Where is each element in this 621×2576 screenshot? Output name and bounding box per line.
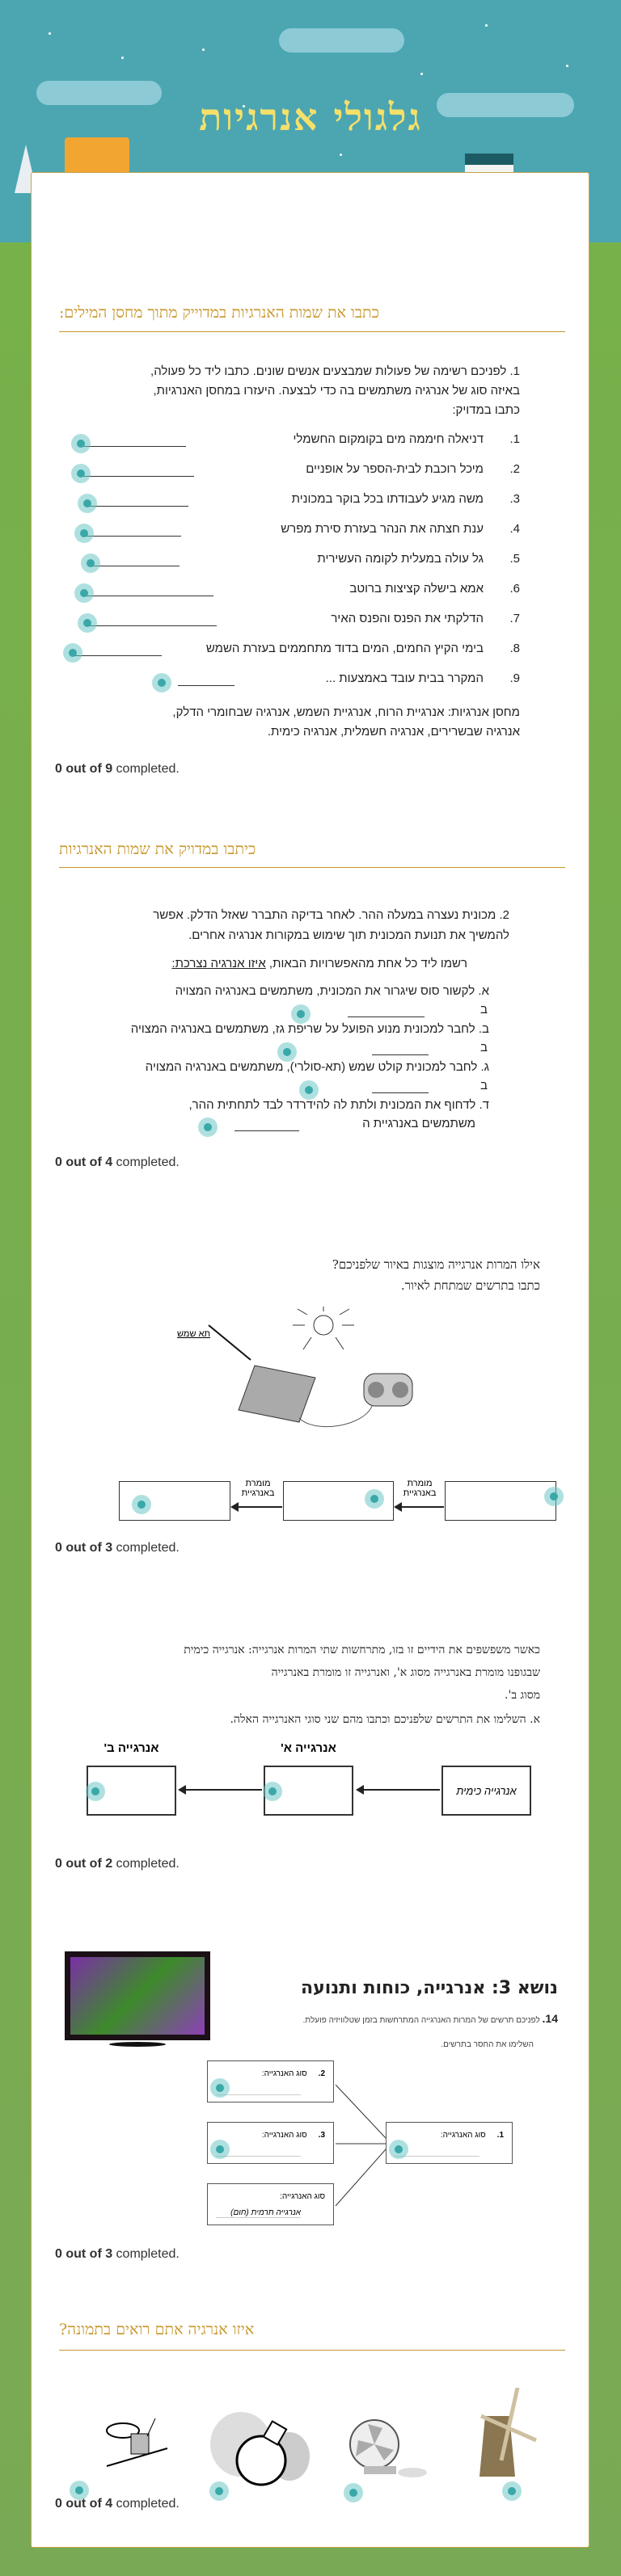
windmill-icon	[465, 2388, 538, 2481]
box-label: סוג האנרגייה:	[440, 2131, 486, 2140]
item-text: משה מגיע לעבודתו בכל בוקר במכונית	[291, 492, 484, 506]
answer-blank	[81, 446, 186, 447]
progress-suffix: completed.	[112, 1155, 180, 1169]
answer-blank	[87, 506, 188, 507]
answer-hotspot[interactable]	[132, 1495, 151, 1514]
text-line: מחסן אנרגיות: אנרגיית הרוח, אנרגיית השמש, אנרגיה שבחומרי הדלק,	[172, 705, 520, 719]
answer-hotspot[interactable]	[209, 2481, 229, 2501]
text-line: להמשיך את תנועת המכונית תוך שימוש במקורות אנרגיה אחרים.	[188, 928, 509, 942]
list-item	[326, 671, 520, 685]
label-energy-a: אנרגייה א'	[281, 1741, 336, 1755]
item-number: 6.	[509, 582, 520, 596]
answer-line	[395, 2156, 479, 2157]
item-tail: משתמשים באנרגיית ה	[362, 1117, 475, 1130]
arrow-label: מומרת באנרגיית	[241, 1479, 275, 1498]
progress-count: 0 out of 4	[55, 1155, 113, 1169]
divider	[59, 2350, 565, 2351]
answer-blank	[81, 476, 194, 477]
progress-text	[55, 2247, 180, 2262]
sun-icon	[293, 1307, 354, 1349]
answer-hotspot[interactable]	[210, 2078, 230, 2098]
text-line: 1. לפניכם רשימה של פעולות שמבצעים אנשים שונים. כתבו ליד כל פעולה,	[150, 364, 520, 378]
list-item	[206, 642, 520, 655]
instruction: השלימו את החסר בתרשים.	[441, 2040, 534, 2049]
arrow-icon	[209, 1325, 251, 1360]
list-item: א. לקשור סוס שיגרור את המכונית, משתמשים באנרגיה המצויה	[175, 984, 489, 998]
item-tail: ב	[480, 1041, 488, 1054]
progress-text	[55, 2497, 180, 2511]
answer-hotspot[interactable]	[71, 464, 91, 483]
question-intro	[150, 362, 520, 420]
text-line: 2. מכונית נעצרה במעלה ההר. לאחר בדיקה התברר שאזל הדלק. אפשר	[153, 908, 509, 922]
answer-hotspot[interactable]	[71, 434, 91, 453]
task-text: א. השלימו את התרשים שלפניכם וכתבו מהם שני סוגי האנרגייה האלה.	[230, 1713, 540, 1726]
answer-hotspot[interactable]	[277, 1042, 297, 1062]
bus-icon	[65, 137, 129, 174]
answer-hotspot[interactable]	[299, 1080, 319, 1100]
item-text: הדלקתי את הפנס והפנס האיר	[331, 612, 484, 625]
question-intro	[153, 905, 509, 945]
list-item	[317, 552, 520, 566]
tv-stand	[109, 2042, 166, 2047]
label-energy-b: אנרגייה ב'	[104, 1741, 159, 1755]
instruction-underlined: איזו אנרגיה נצרכת:	[171, 957, 266, 970]
answer-hotspot[interactable]	[86, 1782, 105, 1801]
answer-hotspot[interactable]	[291, 1004, 310, 1024]
list-item: ד. לדחוף את המכונית ולתת לה להידרדר לבד לתחתית ההר,	[188, 1098, 489, 1112]
answer-line	[216, 2094, 301, 2095]
text-line: כתבו בתרשים שמתחת לאיור.	[400, 1278, 540, 1293]
progress-count: 0 out of 3	[55, 1541, 113, 1555]
box-number: 2.	[318, 2069, 325, 2078]
item-number: 5.	[509, 552, 520, 566]
answer-hotspot[interactable]	[389, 2140, 408, 2159]
progress-count: 0 out of 3	[55, 2247, 113, 2261]
progress-suffix: completed.	[112, 2497, 180, 2511]
text-line: שבגופנו מומרת באנרגייה מסוג א', ואנרגייה זו מומרת באנרגייה	[271, 1666, 540, 1679]
answer-blank	[372, 1092, 429, 1093]
box-label: סוג האנרגייה:	[261, 2069, 307, 2078]
word-bank	[172, 703, 520, 742]
item-text: דניאלה חיממה מים בקומקום החשמלי	[293, 432, 484, 446]
question-text	[184, 1639, 540, 1707]
radio-icon	[364, 1374, 412, 1406]
progress-suffix: completed.	[112, 762, 180, 776]
answer-blank	[87, 625, 217, 626]
list-item	[306, 462, 520, 476]
house-icon	[465, 154, 513, 174]
divider	[59, 867, 565, 868]
answer-hotspot[interactable]	[63, 643, 82, 663]
item-text: מיכל רוכבת לבית-הספר על אופניים	[306, 462, 484, 476]
item-tail: ב	[480, 1079, 488, 1092]
instruction	[171, 957, 467, 970]
progress-count: 0 out of 2	[55, 1857, 113, 1871]
list-item	[331, 612, 520, 625]
progress-suffix: completed.	[112, 1541, 180, 1555]
answer-blank	[73, 655, 162, 656]
progress-text	[55, 1857, 180, 1871]
item-text: המקרר בבית עובד באמצעות ...	[325, 671, 484, 685]
progress-suffix: completed.	[112, 2247, 180, 2261]
answer-hotspot[interactable]	[344, 2483, 363, 2502]
solar-panel-icon	[239, 1366, 315, 1422]
answer-blank	[372, 1054, 429, 1055]
energy-box	[207, 2183, 334, 2225]
list-item: ג. לחבר למכונית קולט שמש (תא-סולרי), משתמשים באנרגיה המצויה	[145, 1060, 489, 1074]
item-tail: ב	[480, 1003, 488, 1017]
answer-hotspot[interactable]	[544, 1487, 564, 1506]
list-item	[349, 582, 520, 596]
skier-icon	[103, 2416, 171, 2473]
answer-hotspot[interactable]	[502, 2481, 522, 2501]
item-number: 8.	[509, 642, 520, 655]
topic-title: נושא 3: אנרגייה, כוחות ותנועה	[300, 1978, 558, 1998]
item-number: 9.	[509, 671, 520, 685]
answer-hotspot[interactable]	[78, 613, 97, 633]
answer-hotspot[interactable]	[365, 1489, 384, 1509]
answer-hotspot[interactable]	[263, 1782, 282, 1801]
answer-box	[445, 1481, 556, 1521]
item-number: 2.	[509, 462, 520, 476]
answer-blank	[178, 685, 234, 686]
progress-count: 0 out of 4	[55, 2497, 113, 2511]
answer-line	[216, 2208, 301, 2218]
box-label: סוג האנרגייה:	[261, 2131, 307, 2140]
arrow-label: מומרת באנרגיית	[403, 1479, 437, 1498]
progress-count: 0 out of 9	[55, 762, 113, 776]
progress-text	[55, 1155, 180, 1170]
item-number: 7.	[509, 612, 520, 625]
box-number: 3.	[318, 2131, 325, 2140]
fan-icon	[344, 2416, 427, 2481]
text-line: אנרגיה שבשרירים, אנרגיה חשמלית, אנרגיה כימית.	[267, 725, 520, 739]
list-item	[281, 522, 520, 536]
progress-suffix: completed.	[112, 1857, 180, 1871]
instruction-text: רשמו ליד כל אחת מהאפשרויות הבאות,	[265, 957, 467, 970]
arrow-icon	[232, 1506, 282, 1508]
section-title: כתבו את שמות האנרגיות במדוייק מתוך מחסן המילים:	[59, 304, 379, 322]
item-text: בימי הקיץ החמים, המים בדוד מתחממים בעזרת השמש	[205, 642, 484, 655]
answer-hotspot[interactable]	[81, 554, 100, 573]
text-line: כאשר משפשפים את הידיים זו בזו, מתרחשות שתי המרות אנרגייה: אנרגייה כימית	[184, 1644, 540, 1656]
solar-panel-illustration	[170, 1305, 477, 1442]
section-title: כיתבו במדויק את שמות האנרגיות	[59, 840, 256, 858]
text-line: אילו המרות אנרגייה מוצגות באיור שלפניכם?	[332, 1257, 540, 1272]
text-line: באיזה סוג של אנרגיה משתמשים בה כדי לבצעה. היעזרו במחסן האנרגיות,	[153, 384, 520, 398]
question-text	[302, 2012, 558, 2025]
arrow-icon	[180, 1789, 262, 1791]
item-number: 1.	[509, 432, 520, 446]
item-number: 4.	[509, 522, 520, 536]
progress-text	[55, 762, 180, 777]
site-title: גלגולי אנרגיות	[199, 95, 422, 139]
arrow-icon	[395, 1506, 444, 1508]
answer-hotspot[interactable]	[210, 2140, 230, 2159]
start-box: אנרגייה כימית	[441, 1766, 531, 1816]
answer-hotspot[interactable]	[78, 494, 97, 513]
section-title: איזו אנרגיה אתם רואים בתמונה?	[59, 2321, 255, 2338]
answer-line	[216, 2156, 301, 2157]
answer-blank	[234, 1130, 299, 1131]
answer-blank	[84, 536, 181, 537]
arrow-icon	[357, 1789, 440, 1791]
item-text: ענת חצתה את הנהר בעזרת סירת מפרש	[281, 522, 484, 536]
box-number: 1.	[496, 2131, 504, 2140]
box-label: סוג האנרגייה:	[280, 2192, 325, 2201]
light-bulb-icon	[209, 2412, 311, 2489]
question-body: לפניכם תרשים של המרות האנרגייה המתרחשות בזמן שטלוויזיה פועלת.	[302, 2016, 540, 2025]
tv-image	[65, 1951, 210, 2040]
divider	[59, 331, 565, 332]
question	[332, 1254, 540, 1296]
list-item	[294, 432, 520, 446]
answer-hotspot[interactable]	[198, 1118, 218, 1137]
question-number: 14.	[542, 2012, 558, 2025]
list-item	[292, 492, 520, 506]
progress-text	[55, 1541, 180, 1555]
answer-hotspot[interactable]	[74, 524, 94, 543]
image-label: תא שמש	[177, 1329, 211, 1339]
list-item: ב. לחבר למכונית מנוע הפועל על שריפת גז, משתמשים באנרגיה המצויה	[130, 1022, 489, 1036]
answer-hotspot[interactable]	[152, 673, 171, 692]
text-line: כתבו במדויק:	[452, 403, 520, 417]
item-number: 3.	[509, 492, 520, 506]
item-text: גל עולה במעלית לקומה העשירית	[317, 552, 484, 566]
text-line: מסוג ב'.	[505, 1689, 540, 1702]
item-text: אמא בישלה קציצות ברוטב	[349, 582, 484, 596]
diagram-arrows	[334, 2069, 387, 2226]
given-answer: אנרגייה תרמית (חום)	[230, 2208, 301, 2217]
cloud	[279, 28, 404, 53]
answer-hotspot[interactable]	[74, 583, 94, 603]
